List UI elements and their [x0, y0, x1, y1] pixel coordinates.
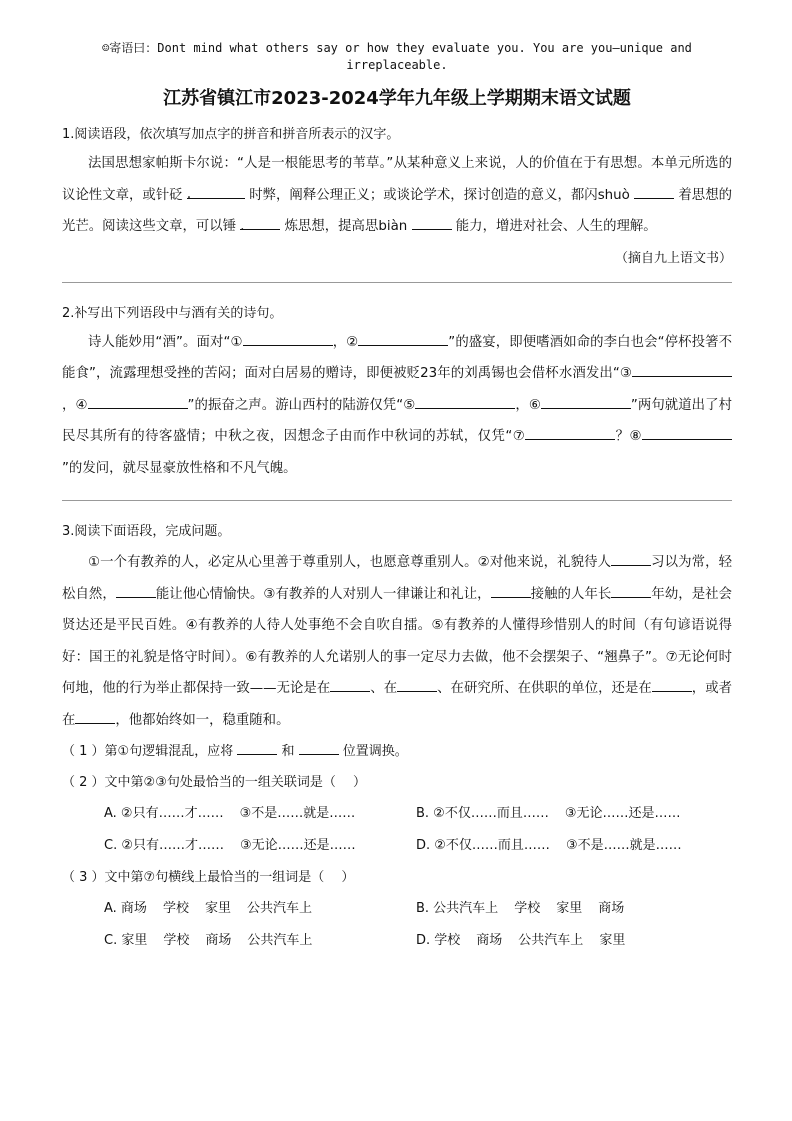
source-note: （摘自九上语文书） [614, 250, 732, 266]
option-a[interactable] [104, 798, 416, 830]
answer-blank-2[interactable] [634, 184, 674, 199]
word: 商场 [598, 901, 625, 916]
word: 学校 [162, 901, 189, 916]
word: 家里 [599, 933, 626, 948]
q2-text-5: ”的振奋之声。游山西村的陆游仅凭“⑤ [187, 397, 416, 413]
q2-text-1: 诗人能妙用“酒”。面对“① [88, 334, 243, 350]
swap-blank-2[interactable] [299, 740, 339, 755]
q3-text-5: 年幼，是社会贤达还是平民百姓。④有教养的人待人处事绝不会自吹自擂。⑤有教养的人懂得珍惜别人的时间（有句谚语说得好：国王的礼貌是恪守时间）。⑥有教养的人允诺别人的事一定尽力去做，他不会摆架子、“翘鼻子”。⑦无论何时何地，他的行为举止都保持一致——无论是在 [62, 586, 733, 696]
place-blank-4[interactable] [75, 709, 115, 724]
place-blank-1[interactable] [330, 677, 370, 692]
divider-1 [62, 282, 732, 283]
word: 商场 [476, 933, 503, 948]
word: 家里 [556, 901, 583, 916]
word: 学校 [163, 933, 190, 948]
question-2-head: 2.补写出下列语段中与酒有关的诗句。 [62, 305, 283, 321]
place-blank-2[interactable] [397, 677, 437, 692]
word: 公共汽车上 [246, 901, 312, 916]
sub2-options [104, 798, 732, 862]
poem-blank-8[interactable] [642, 425, 732, 440]
q3-text-1: ①一个有教养的人，必定从心里善于尊重别人，也愿意尊重别人。②对他来说，礼貌待人 [88, 555, 612, 570]
sub3-options [104, 893, 732, 957]
option-d-part1: D. ②不仅……而且…… [416, 838, 550, 853]
word: D. 学校 [416, 933, 461, 948]
q1-text-1: 法国思想家帕斯卡尔说：“人是一根能思考的苇草。”从某种意义上来说，人的价值在于有思想。本单元所选的议论性文章，或针 [62, 156, 732, 203]
option-c-part2: ③无论……还是…… [240, 838, 356, 853]
question-2 [62, 303, 732, 485]
q3-text-3: 能让他心情愉快。③有教养的人对别人一律谦让和礼让， [155, 586, 491, 602]
word: 学校 [514, 901, 541, 916]
poem-blank-7[interactable] [525, 425, 615, 440]
poem-blank-6[interactable] [541, 394, 631, 409]
place-blank-3[interactable] [652, 677, 692, 692]
divider-2 [62, 500, 732, 501]
motto-line-2: irreplaceable. [346, 58, 448, 72]
connective-blank-1[interactable] [611, 551, 651, 566]
question-3-head: 3.阅读下面语段，完成问题。 [62, 524, 231, 539]
sub1-text-c: 位置调换。 [342, 744, 408, 759]
question-3-passage [62, 547, 732, 736]
option-d-part2: ③不是……就是…… [565, 838, 682, 853]
poem-blank-4[interactable] [88, 394, 188, 409]
q3-text-7: 、在研究所、在供职的单位，还是在 [437, 681, 652, 696]
q2-text-2: ，② [332, 334, 359, 350]
q2-text-7: ”两句就道出了村民尽其所有的待客盛情；中秋之夜，因想念子由而作中秋词的苏轼，仅凭“⑦ [62, 397, 732, 444]
q2-text-8: ？⑧ [615, 429, 642, 444]
question-2-passage [62, 327, 732, 485]
option-b-part1: B. ②不仅……而且…… [416, 806, 549, 821]
option-d[interactable] [416, 925, 736, 957]
word: C. 家里 [104, 933, 148, 948]
option-a-part2: ③不是……就是…… [239, 806, 356, 821]
sub-question-1 [62, 736, 732, 767]
option-a[interactable] [104, 893, 416, 925]
q1-text-4: 炼思想，提高思biàn [284, 219, 408, 234]
sub-question-2: （ 2 ）文中第②③句处最恰当的一组关联词是（ ） [62, 775, 366, 790]
sub1-text-b: 和 [281, 744, 295, 759]
poem-blank-3[interactable] [632, 362, 732, 377]
sub1-text-a: （ 1 ）第①句逻辑混乱，应将 [62, 744, 234, 759]
q2-text-4: ，④ [62, 397, 88, 413]
question-1-passage [62, 148, 732, 243]
word: A. 商场 [104, 901, 147, 916]
connective-blank-3[interactable] [491, 583, 531, 598]
option-c-part1: C. ②只有……才…… [104, 838, 224, 853]
word: 家里 [204, 901, 231, 916]
option-a-part1: A. ②只有……才…… [104, 806, 224, 821]
poem-blank-2[interactable] [358, 331, 448, 346]
word: 公共汽车上 [247, 933, 313, 948]
word: 公共汽车上 [518, 933, 584, 948]
poem-blank-5[interactable] [415, 394, 515, 409]
word: 商场 [205, 933, 232, 948]
answer-blank-4[interactable] [412, 215, 452, 230]
sub-question-3: （ 3 ）文中第⑦句横线上最恰当的一组词是（ ） [62, 870, 355, 885]
connective-blank-4[interactable] [611, 583, 651, 598]
question-1 [62, 124, 732, 266]
exam-page [62, 0, 732, 957]
q1-text-2: 时弊，阐释公理正义；或谈论学术，探讨创造的意义，都闪shuò [249, 187, 630, 203]
q3-text-2: 习以为常，轻松自然， [62, 555, 732, 602]
motto-line-1: ☺寄语曰：Dont mind what others say or how they evaluate you. You are you—unique and [102, 41, 692, 55]
q3-text-6: 、在 [370, 681, 398, 696]
dotted-char-1: 砭 [169, 187, 183, 203]
option-d[interactable] [416, 830, 736, 862]
question-1-head: 1.阅读语段，依次填写加点字的拼音和拼音所表示的汉字。 [62, 127, 400, 142]
q3-text-8: ，或者在 [62, 681, 733, 728]
option-c[interactable] [104, 925, 416, 957]
word: B. 公共汽车上 [416, 901, 499, 916]
dotted-char-2: 锤 [222, 219, 237, 234]
question-3 [62, 521, 732, 957]
q3-text-9: ，他都始终如一，稳重随和。 [115, 712, 290, 728]
option-b-part2: ③无论……还是…… [564, 806, 681, 821]
q1-text-5: 能力，增进对社会、人生的理解。 [455, 219, 657, 234]
option-c[interactable] [104, 830, 416, 862]
option-b[interactable] [416, 798, 736, 830]
q2-text-3: ”的盛宴，即便嗜酒如命的李白也会“停杯投箸不能食”，流露理想受挫的苦闷；面对白居易的赠诗，即便被贬23年的刘禹锡也会借杯水酒发出“③ [62, 334, 732, 381]
answer-blank-1[interactable] [187, 184, 245, 199]
q1-text-3: 着思想的光芒。阅读这些文章，可以 [62, 187, 733, 234]
connective-blank-2[interactable] [116, 583, 156, 598]
poem-blank-1[interactable] [243, 331, 333, 346]
page-title: 江苏省镇江市2023-2024学年九年级上学期期末语文试题 [163, 88, 631, 109]
motto [62, 40, 732, 74]
q3-text-4: 接触的人年长 [530, 586, 612, 602]
answer-blank-3[interactable] [240, 215, 280, 230]
option-b[interactable] [416, 893, 736, 925]
q2-text-6: ，⑥ [515, 397, 541, 413]
swap-blank-1[interactable] [237, 740, 277, 755]
q2-text-9: ”的发问，就尽显豪放性格和不凡气魄。 [62, 460, 297, 476]
